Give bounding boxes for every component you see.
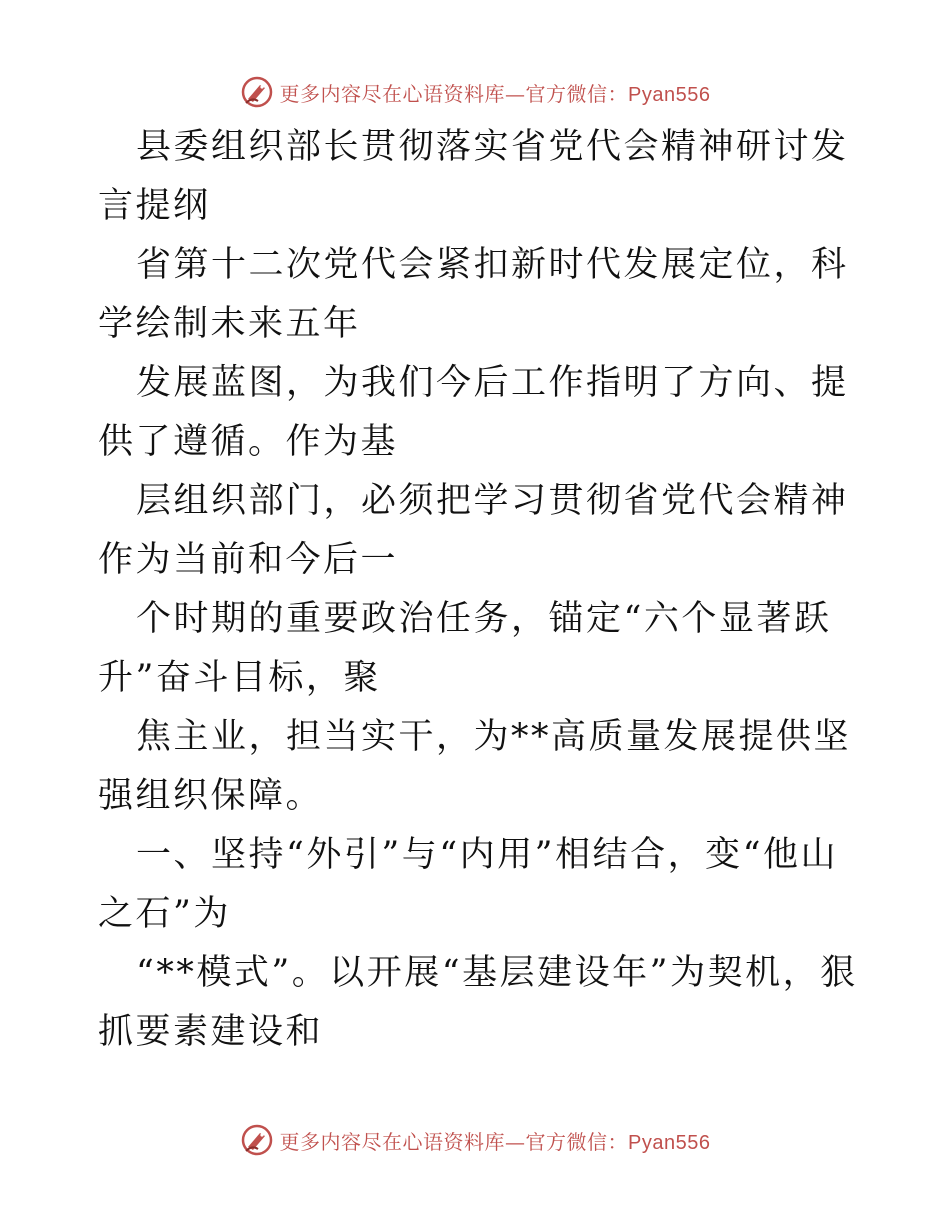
section-heading: 一、坚持“外引”与“内用”相结合，变“他山之石”为 [98,835,838,934]
header-banner [0,70,950,114]
document-body [98,118,858,1062]
header-banner-text [280,78,711,107]
paragraph: 个时期的重要政治任务，锚定“六个显著跃升”奋斗目标，聚 [98,599,832,698]
footer-banner [0,1118,950,1162]
footer-banner-text [280,1126,711,1155]
document-title: 县委组织部长贯彻落实省党代会精神研讨发言提纲 [98,127,849,226]
header-wechat-id: Pyan556 [628,83,711,106]
footer-wechat-id: Pyan556 [628,1131,711,1154]
paragraph: “**模式”。以开展“基层建设年”为契机，狠抓要素建设和 [98,953,858,1052]
paragraph: 层组织部门，必须把学习贯彻省党代会精神作为当前和今后一 [98,481,849,580]
paragraph: 发展蓝图，为我们今后工作指明了方向、提供了遵循。作为基 [98,363,849,462]
paragraph: 焦主业，担当实干，为**高质量发展提供坚强组织保障。 [98,717,852,816]
paragraph: 省第十二次党代会紧扣新时代发展定位，科学绘制未来五年 [98,245,849,344]
pen-nib-logo-icon [240,1123,274,1157]
footer-banner-label: 更多内容尽在心语资料库—官方微信： [279,1129,629,1154]
header-banner-label: 更多内容尽在心语资料库—官方微信： [279,81,629,106]
pen-nib-logo-icon [240,75,274,109]
